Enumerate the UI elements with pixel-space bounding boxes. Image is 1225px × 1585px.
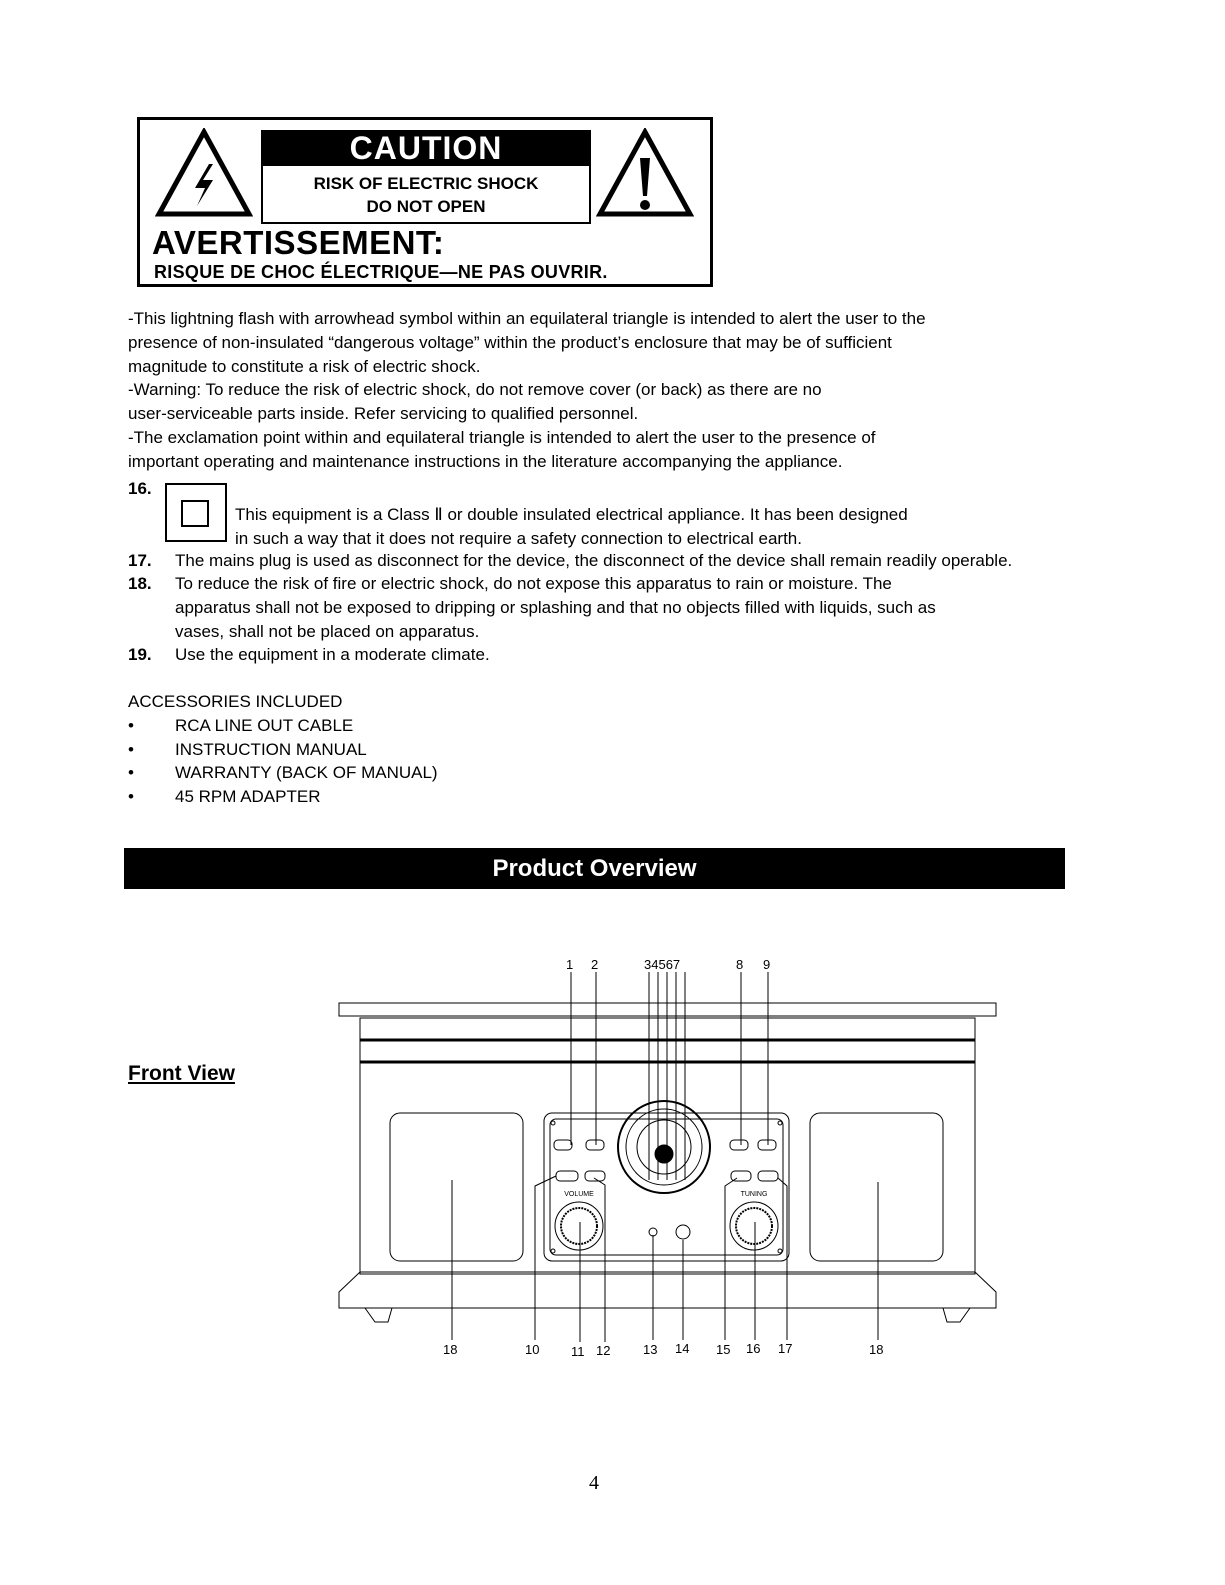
- unit-base: [339, 1272, 996, 1308]
- page-number: 4: [589, 1472, 599, 1494]
- callout-label: 2: [591, 957, 599, 972]
- item-18-line-2: apparatus shall not be exposed to dripping or splashing and that no objects filled with liquids, such as: [175, 598, 936, 617]
- avertissement-subtext: RISQUE DE CHOC ÉLECTRIQUE—NE PAS OUVRIR.: [154, 262, 608, 282]
- caution-header: CAUTION: [261, 130, 591, 166]
- avertissement-title: AVERTISSEMENT:: [152, 224, 445, 261]
- product-overview-header: Product Overview: [124, 848, 1065, 889]
- caution-subtext: [261, 166, 591, 224]
- lightning-warning-icon: [155, 128, 253, 218]
- item-19-text: Use the equipment in a moderate climate.: [175, 645, 490, 664]
- tuning-label: TUNING: [740, 1191, 768, 1198]
- paragraph-line: presence of non-insulated “dangerous voltage” within the product’s enclosure that may be of sufficient: [128, 333, 892, 352]
- callout-label: 12: [596, 1343, 611, 1358]
- item-16-line-2: in such a way that it does not require a safety connection to electrical earth.: [235, 529, 802, 548]
- callout-label: 10: [525, 1342, 540, 1357]
- front-view-label: Front View: [128, 1062, 235, 1085]
- exclamation-warning-icon: [596, 128, 694, 218]
- item-18-number: 18.: [128, 574, 152, 593]
- callout-label: 34567: [644, 957, 681, 972]
- item-19-number: 19: [128, 645, 147, 664]
- paragraph-line: -This lightning flash with arrowhead symbol within an equilateral triangle is intended to alert the user to the: [128, 309, 926, 328]
- callout-label: 15: [716, 1342, 731, 1357]
- caution-line-1: RISK OF ELECTRIC SHOCK: [313, 174, 539, 193]
- tuning-knob: [730, 1202, 778, 1250]
- right-speaker: [810, 1113, 943, 1261]
- bullet-icon: •: [128, 716, 134, 735]
- paragraph-line: -The exclamation point within and equilateral triangle is intended to alert the user to the presence of: [128, 428, 876, 447]
- front-view-diagram: [330, 950, 1010, 1360]
- paragraph-line: magnitude to constitute a risk of electric shock.: [128, 357, 481, 376]
- item-17-number: 17.: [128, 551, 152, 570]
- item-16-number: 16.: [128, 479, 152, 498]
- item-18-line-1: To reduce the risk of fire or electric shock, do not expose this apparatus to rain or moisture. The: [175, 574, 892, 593]
- phono-button: [556, 1171, 578, 1181]
- bullet-icon: •: [128, 763, 134, 782]
- volume-label: VOLUME: [564, 1191, 594, 1198]
- item-19-dot: .: [146, 645, 152, 664]
- bt-button: [758, 1171, 778, 1181]
- paragraph-line: user-serviceable parts inside. Refer servicing to qualified personnel.: [128, 404, 639, 423]
- callout-label: 1: [566, 957, 574, 972]
- callout-label: 14: [675, 1341, 690, 1356]
- item-17-text: The mains plug is used as disconnect for the device, the disconnect of the device shall remain readily operable.: [175, 551, 1013, 570]
- paragraph-line: important operating and maintenance instructions in the literature accompanying the appliance.: [128, 452, 843, 471]
- callout-label: 17: [778, 1341, 793, 1356]
- volume-knob: [555, 1202, 603, 1250]
- headphone-jack: [676, 1225, 690, 1239]
- aux-button: [585, 1171, 605, 1181]
- callout-label: 18: [869, 1342, 884, 1357]
- accessories-title: ACCESSORIES INCLUDED: [128, 692, 343, 711]
- caution-line-2: DO NOT OPEN: [366, 197, 486, 216]
- play-pause-button: [586, 1140, 604, 1150]
- bullet-icon: •: [128, 787, 134, 806]
- next-button: [758, 1140, 776, 1150]
- aux-in-jack: [649, 1228, 657, 1236]
- class-ii-inner-square: [181, 500, 209, 527]
- callout-label: 13: [643, 1342, 658, 1357]
- callout-label: 11: [571, 1344, 585, 1359]
- left-speaker: [390, 1113, 523, 1261]
- item-16-line-1: This equipment is a Class Ⅱ or double insulated electrical appliance. It has been designed: [235, 505, 908, 524]
- item-18-line-3: vases, shall not be placed on apparatus.: [175, 622, 480, 641]
- power-button: [554, 1140, 572, 1150]
- callout-label: 9: [763, 957, 771, 972]
- bullet-icon: •: [128, 740, 134, 759]
- prev-button: [730, 1140, 748, 1150]
- callout-label: 18: [443, 1342, 458, 1357]
- paragraph-line: -Warning: To reduce the risk of electric shock, do not remove cover (or back) as there are no: [128, 380, 822, 399]
- callout-label: 8: [736, 957, 744, 972]
- callout-label: 16: [746, 1341, 761, 1356]
